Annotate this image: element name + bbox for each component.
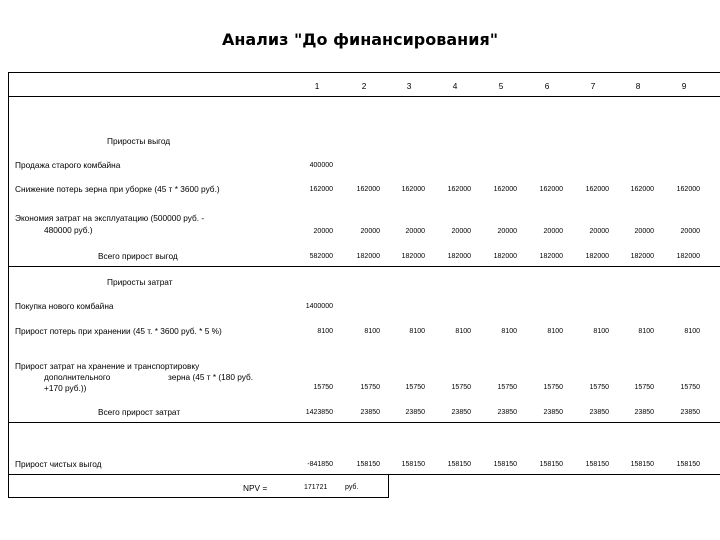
table-cell: 20000 <box>451 228 471 235</box>
table-cell: 20000 <box>497 228 517 235</box>
table-cell: 162000 <box>309 186 333 193</box>
column-header: 7 <box>590 81 596 91</box>
table-cell: 15750 <box>589 384 609 391</box>
table-cell: 23850 <box>497 409 517 416</box>
table-cell: 182000 <box>585 253 609 260</box>
column-header: 3 <box>406 81 412 91</box>
table-left-border <box>8 72 9 498</box>
table-cell: -841850 <box>307 461 333 468</box>
table-cell: 23850 <box>451 409 471 416</box>
table-cell: 162000 <box>676 186 700 193</box>
table-cell: 162000 <box>401 186 425 193</box>
table-cell: 162000 <box>493 186 517 193</box>
table-cell: 23850 <box>360 409 380 416</box>
npv-value: 171721 <box>304 484 328 491</box>
table-cell: 20000 <box>360 228 380 235</box>
page-title: Анализ "До финансирования" <box>221 30 499 49</box>
column-header: 5 <box>498 81 504 91</box>
table-cell: 20000 <box>680 228 700 235</box>
table-cell: 8100 <box>547 328 563 335</box>
row-label-net-benefit: Прирост чистых выгод <box>15 459 102 469</box>
row-label-total-outflow: Всего прирост затрат <box>98 407 181 417</box>
column-header: 2 <box>361 81 367 91</box>
npv-unit: руб. <box>345 484 359 491</box>
table-cell: 582000 <box>309 253 333 260</box>
table-cell: 23850 <box>680 409 700 416</box>
table-cell: 158150 <box>676 461 700 468</box>
npv-right-border <box>388 474 389 498</box>
table-cell: 182000 <box>630 253 654 260</box>
row-label-economy-2: 480000 руб.) <box>44 225 93 235</box>
table-cell: 8100 <box>317 328 333 335</box>
row-label-transport-2b: зерна (45 т * (180 руб. <box>168 372 254 382</box>
table-cell: 182000 <box>676 253 700 260</box>
table-cell: 158150 <box>356 461 380 468</box>
table-cell: 15750 <box>680 384 700 391</box>
column-header: 8 <box>635 81 641 91</box>
table-cell: 23850 <box>543 409 563 416</box>
table-cell: 162000 <box>539 186 563 193</box>
column-header: 6 <box>544 81 550 91</box>
column-header: 1 <box>314 81 320 91</box>
table-cell: 158150 <box>539 461 563 468</box>
table-cell: 20000 <box>405 228 425 235</box>
npv-bottom-border <box>8 497 388 498</box>
table-cell: 23850 <box>405 409 425 416</box>
outflows-section-header: Приросты затрат <box>107 277 173 287</box>
row-label-transport-1: Прирост затрат на хранение и транспортировку <box>15 361 200 371</box>
row-label-total-inflow: Всего прирост выгод <box>98 251 178 261</box>
table-cell: 8100 <box>364 328 380 335</box>
table-cell: 8100 <box>409 328 425 335</box>
column-header: 4 <box>452 81 458 91</box>
table-cell: 23850 <box>634 409 654 416</box>
table-cell: 20000 <box>634 228 654 235</box>
table-cell: 15750 <box>360 384 380 391</box>
row-label-transport-3: +170 руб.)) <box>44 383 87 393</box>
table-cell: 158150 <box>447 461 471 468</box>
table-cell: 15750 <box>313 384 333 391</box>
table-cell: 182000 <box>493 253 517 260</box>
table-cell: 162000 <box>630 186 654 193</box>
table-cell: 8100 <box>501 328 517 335</box>
table-cell: 20000 <box>313 228 333 235</box>
table-cell: 15750 <box>543 384 563 391</box>
outflow-bottom-border <box>8 422 720 423</box>
table-cell: 20000 <box>589 228 609 235</box>
table-cell: 182000 <box>447 253 471 260</box>
table-cell: 15750 <box>497 384 517 391</box>
table-cell: 158150 <box>630 461 654 468</box>
table-cell: 400000 <box>309 162 333 169</box>
row-label-old-combine: Продажа старого комбайна <box>15 160 121 170</box>
table-cell: 1400000 <box>305 303 333 310</box>
table-cell: 15750 <box>405 384 425 391</box>
table-cell: 1423850 <box>305 409 333 416</box>
table-cell: 158150 <box>585 461 609 468</box>
header-bottom-border <box>8 96 720 97</box>
table-cell: 162000 <box>356 186 380 193</box>
column-header: 9 <box>681 81 687 91</box>
row-label-storage-loss: Прирост потерь при хранении (45 т. * 3600 руб. * 5 %) <box>15 326 222 336</box>
table-cell: 182000 <box>539 253 563 260</box>
table-cell: 162000 <box>585 186 609 193</box>
inflows-section-header: Приросты выгод <box>107 136 171 146</box>
table-cell: 182000 <box>401 253 425 260</box>
row-label-new-combine: Покупка нового комбайна <box>15 301 114 311</box>
inflow-bottom-border <box>8 266 720 267</box>
table-cell: 8100 <box>593 328 609 335</box>
row-label-grain-loss: Снижение потерь зерна при уборке (45 т * 3600 руб.) <box>15 184 220 194</box>
table-cell: 15750 <box>634 384 654 391</box>
row-label-economy-1: Экономия затрат на эксплуатацию (500000 руб. - <box>15 213 205 223</box>
table-cell: 158150 <box>401 461 425 468</box>
table-cell: 162000 <box>447 186 471 193</box>
table-cell: 182000 <box>356 253 380 260</box>
table-cell: 15750 <box>451 384 471 391</box>
npv-label: NPV = <box>243 483 268 493</box>
table-cell: 8100 <box>638 328 654 335</box>
net-bottom-border <box>8 474 720 475</box>
row-label-transport-2: дополнительного <box>44 372 111 382</box>
table-cell: 8100 <box>684 328 700 335</box>
table-top-border <box>8 72 720 73</box>
table-cell: 158150 <box>493 461 517 468</box>
table-cell: 8100 <box>455 328 471 335</box>
table-cell: 20000 <box>543 228 563 235</box>
table-cell: 23850 <box>589 409 609 416</box>
